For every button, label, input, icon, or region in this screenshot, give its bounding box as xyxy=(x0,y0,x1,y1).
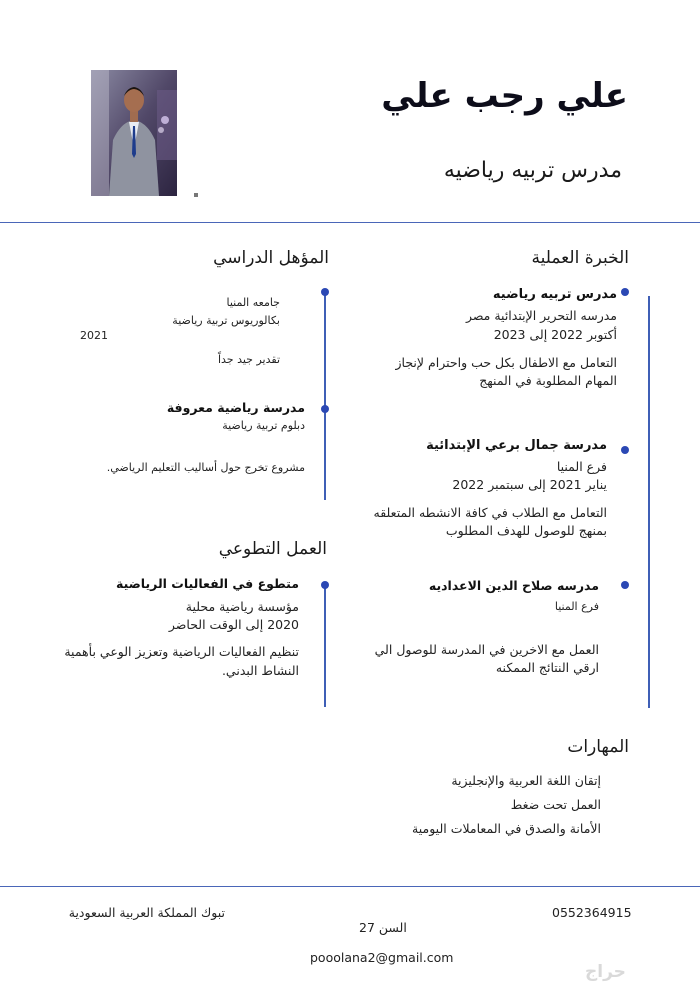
experience-role: مدرسه صلاح الدين الاعداديه xyxy=(428,578,599,593)
footer-divider xyxy=(0,886,700,887)
address-text: تبوك المملكة العربية السعودية xyxy=(68,905,225,920)
skill-item: العمل تحت ضغط xyxy=(510,797,601,812)
experience-desc: ارقي النتائج الممكنه xyxy=(495,660,599,675)
timeline-dot xyxy=(621,288,629,296)
volunteer-period: 2020 إلى الوقت الحاضر xyxy=(168,617,299,632)
experience-desc: التعامل مع الاطفال بكل حب واحترام لإنجاز xyxy=(395,355,617,370)
volunteer-timeline-line xyxy=(324,586,326,707)
decorative-dot xyxy=(194,193,198,197)
education-grade: تقدير جيد جداً xyxy=(217,353,280,366)
experience-desc: العمل مع الاخرين في المدرسة للوصول الي xyxy=(374,642,599,657)
education-project: مشروع تخرج حول أساليب التعليم الرياضي. xyxy=(106,461,305,474)
person-photo-illustration xyxy=(91,70,177,196)
experience-heading: الخبرة العملية xyxy=(531,248,629,268)
email-text: pooolana2@gmail.com xyxy=(310,950,454,965)
experience-period: يناير 2021 إلى سبتمبر 2022 xyxy=(452,477,607,492)
education-timeline-line xyxy=(324,290,326,500)
volunteer-org: مؤسسة رياضية محلية xyxy=(185,599,299,614)
phone-text: 0552364915 xyxy=(552,905,632,920)
education-school: مدرسة رياضية معروفة xyxy=(166,400,305,415)
education-degree: بكالوريوس تربية رياضية xyxy=(172,314,280,327)
timeline-dot xyxy=(621,446,629,454)
volunteer-desc: النشاط البدني. xyxy=(221,663,299,678)
education-heading: المؤهل الدراسي xyxy=(213,248,329,268)
experience-role: مدرس تربيه رياضيه xyxy=(492,287,617,302)
volunteer-desc: تنظيم الفعاليات الرياضية وتعزيز الوعي بأهمية xyxy=(64,644,299,659)
timeline-dot xyxy=(321,405,329,413)
profile-photo xyxy=(91,70,177,196)
skill-item: إتقان اللغة العربية والإنجليزية xyxy=(451,773,601,788)
experience-org: فرع المنيا xyxy=(556,459,607,474)
experience-timeline-line xyxy=(648,296,650,708)
timeline-dot xyxy=(321,288,329,296)
experience-org: مدرسه التحرير الإبتدائية مصر xyxy=(465,308,617,323)
age-text: السن 27 xyxy=(359,920,407,935)
skill-item: الأمانة والصدق في المعاملات اليومية xyxy=(412,821,601,836)
timeline-dot xyxy=(621,581,629,589)
experience-desc: المهام المطلوبة في المنهج xyxy=(479,373,617,388)
candidate-name: علي رجب علي xyxy=(381,76,628,116)
volunteer-heading: العمل التطوعي xyxy=(218,539,327,559)
timeline-dot xyxy=(321,581,329,589)
experience-desc: بمنهج للوصول للهدف المطلوب xyxy=(445,523,607,538)
education-degree: دبلوم تربية رياضية xyxy=(222,419,305,432)
volunteer-role: متطوع في الفعاليات الرياضية xyxy=(116,576,299,591)
skills-heading: المهارات xyxy=(567,737,629,757)
watermark-logo: حراج xyxy=(585,962,626,982)
experience-role: مدرسة جمال برعي الإبتدائية xyxy=(426,438,607,453)
experience-org: فرع المنيا xyxy=(554,600,599,613)
job-title: مدرس تربيه رياضيه xyxy=(443,158,622,183)
experience-period: أكتوبر 2022 إلى 2023 xyxy=(493,327,617,342)
header-divider xyxy=(0,222,700,223)
experience-desc: التعامل مع الطلاب في كافة الانشطه المتعلقه xyxy=(373,505,607,520)
education-school: جامعه المنيا xyxy=(226,296,280,309)
education-year: 2021 xyxy=(80,329,108,342)
